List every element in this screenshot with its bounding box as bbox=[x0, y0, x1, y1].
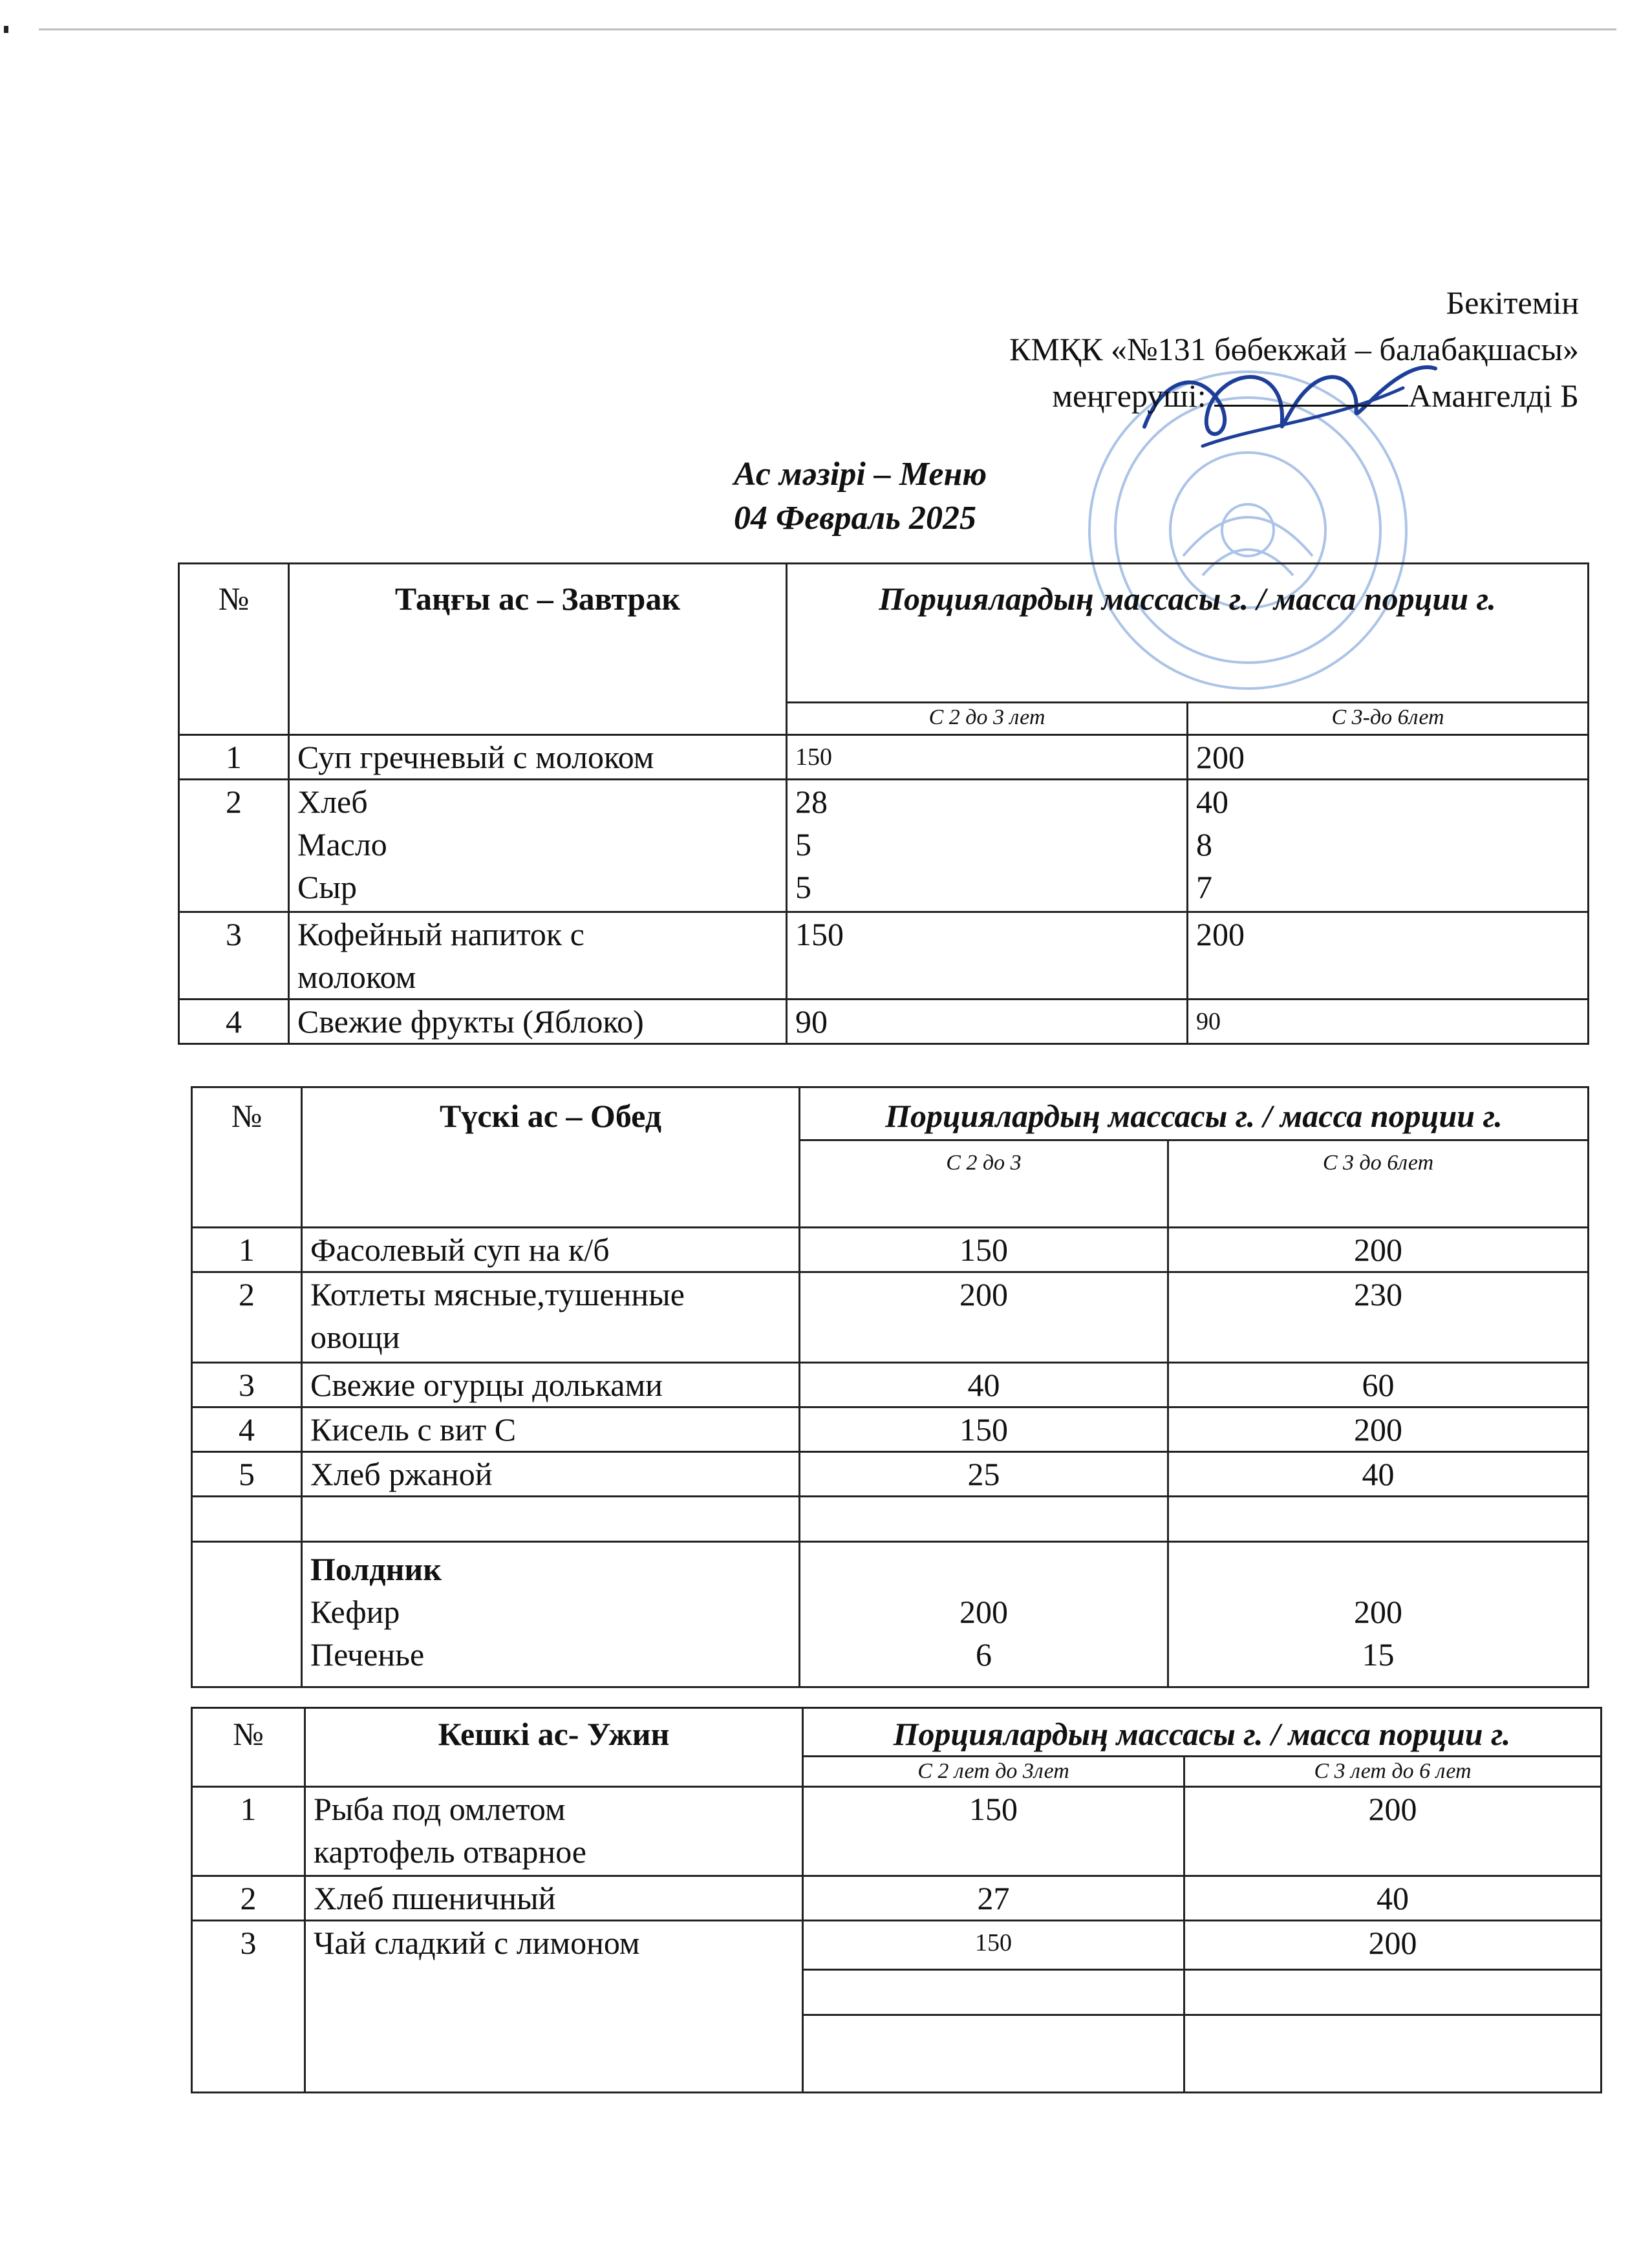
col-number-header: № bbox=[192, 1087, 302, 1228]
row-number: 1 bbox=[192, 1787, 305, 1876]
portion-age1: 150 bbox=[800, 1228, 1168, 1272]
dish-name: Хлеб пшеничный bbox=[305, 1876, 803, 1921]
dish-name: картофель отварное bbox=[314, 1834, 586, 1870]
lunch-header: Түскі ас – Обед bbox=[302, 1087, 800, 1228]
scan-mark bbox=[4, 26, 8, 33]
row-number: 2 bbox=[179, 780, 289, 912]
signature-blank bbox=[1214, 376, 1408, 407]
dish-name: Сыр bbox=[297, 869, 357, 905]
portion-age1: 150 bbox=[787, 735, 1188, 780]
portion-value: 8 bbox=[1196, 826, 1212, 862]
snack-row bbox=[192, 1542, 1589, 1687]
row-number: 4 bbox=[192, 1407, 302, 1452]
dish-names bbox=[289, 912, 787, 1000]
head-name: Амангелді Б bbox=[1408, 378, 1579, 414]
dish-name: Фасолевый суп на к/б bbox=[302, 1228, 800, 1272]
empty-cell bbox=[800, 1497, 1168, 1542]
portion-header: Порциялардың массасы г. / масса порции г. bbox=[787, 564, 1589, 703]
dish-name: Хлеб ржаной bbox=[302, 1452, 800, 1497]
dish-name: молоком bbox=[297, 959, 416, 995]
dish-names bbox=[302, 1272, 800, 1363]
snack-portions-age1 bbox=[800, 1542, 1168, 1687]
empty-cell bbox=[302, 1497, 800, 1542]
portion-value: 200 bbox=[959, 1594, 1008, 1630]
portion-age2: 200 bbox=[1184, 1921, 1602, 1970]
portion-header: Порциялардың массасы г. / масса порции г. bbox=[800, 1087, 1589, 1140]
portion-age2: 200 bbox=[1188, 912, 1589, 1000]
empty-cell bbox=[1168, 1497, 1589, 1542]
portion-value: 28 bbox=[795, 784, 828, 820]
age-group-1: С 2 до 3 лет bbox=[787, 703, 1188, 735]
table-row bbox=[192, 1407, 1589, 1452]
portion-value: 5 bbox=[795, 869, 811, 905]
age-group-1: С 2 до 3 bbox=[800, 1140, 1168, 1228]
empty-cell bbox=[1184, 1970, 1602, 2015]
dish-name: Хлеб bbox=[297, 784, 368, 820]
empty-cell bbox=[192, 1497, 302, 1542]
dish-name: Кисель с вит С bbox=[302, 1407, 800, 1452]
snack-names bbox=[302, 1542, 800, 1687]
portions-age2 bbox=[1188, 780, 1589, 912]
portion-value: 7 bbox=[1196, 869, 1212, 905]
table-row bbox=[192, 1876, 1602, 1921]
table-row bbox=[179, 912, 1589, 1000]
portion-age1: 150 bbox=[803, 1921, 1184, 1970]
age-group-2: С 3 до 6лет bbox=[1168, 1140, 1589, 1228]
age-group-1: С 2 лет до 3лет bbox=[803, 1757, 1184, 1787]
dish-name: Рыба под омлетом bbox=[314, 1791, 566, 1827]
approve-label: Бекітемін bbox=[1446, 284, 1579, 321]
row-number: 3 bbox=[192, 1921, 305, 2093]
snack-item: Печенье bbox=[310, 1636, 425, 1673]
portion-age1: 150 bbox=[800, 1407, 1168, 1452]
row-number: 3 bbox=[192, 1363, 302, 1407]
portions-age1 bbox=[787, 780, 1188, 912]
row-number: 2 bbox=[192, 1272, 302, 1363]
menu-title-line1: Ас мәзірі – Меню bbox=[734, 456, 987, 493]
table-row bbox=[192, 1228, 1589, 1272]
empty-cell bbox=[192, 1542, 302, 1687]
age-group-2: С 3-до 6лет bbox=[1188, 703, 1589, 735]
snack-item: Кефир bbox=[310, 1594, 400, 1630]
empty-cell bbox=[803, 1970, 1184, 2015]
table-row bbox=[192, 1921, 1602, 1970]
portion-value: 5 bbox=[795, 826, 811, 862]
portion-age2: 40 bbox=[1184, 1876, 1602, 1921]
portion-value: 15 bbox=[1362, 1636, 1395, 1673]
dish-name: Свежие фрукты (Яблоко) bbox=[289, 1000, 787, 1044]
portion-age2: 90 bbox=[1188, 1000, 1589, 1044]
menu-date: 04 Февраль 2025 bbox=[734, 500, 976, 537]
empty-cell bbox=[1184, 2015, 1602, 2093]
dish-name: овощи bbox=[310, 1319, 400, 1355]
table-row bbox=[179, 1000, 1589, 1044]
portion-age2: 200 bbox=[1184, 1787, 1602, 1876]
dish-name: Котлеты мясные,тушенные bbox=[310, 1276, 685, 1312]
row-number: 1 bbox=[192, 1228, 302, 1272]
portion-age2: 230 bbox=[1168, 1272, 1589, 1363]
dish-names bbox=[289, 780, 787, 912]
portion-age1: 90 bbox=[787, 1000, 1188, 1044]
portion-age1: 200 bbox=[800, 1272, 1168, 1363]
portion-value: 6 bbox=[976, 1636, 992, 1673]
dish-names bbox=[305, 1787, 803, 1876]
portion-age2: 60 bbox=[1168, 1363, 1589, 1407]
age-group-2: С 3 лет до 6 лет bbox=[1184, 1757, 1602, 1787]
dinner-table bbox=[191, 1707, 1602, 2093]
portion-age1: 27 bbox=[803, 1876, 1184, 1921]
portion-value: 40 bbox=[1196, 784, 1228, 820]
col-number-header: № bbox=[179, 564, 289, 735]
portion-age1: 25 bbox=[800, 1452, 1168, 1497]
table-row bbox=[179, 780, 1589, 912]
col-number-header: № bbox=[192, 1708, 305, 1787]
breakfast-table bbox=[178, 562, 1589, 1045]
table-row bbox=[192, 1787, 1602, 1876]
dinner-header: Кешкі ас- Ужин bbox=[305, 1708, 803, 1787]
approval-block bbox=[1009, 279, 1579, 419]
dish-name: Чай сладкий с лимоном bbox=[305, 1921, 803, 2093]
portion-age1: 150 bbox=[787, 912, 1188, 1000]
row-number: 1 bbox=[179, 735, 289, 780]
snack-portions-age2 bbox=[1168, 1542, 1589, 1687]
empty-cell bbox=[803, 2015, 1184, 2093]
organization-name: КМҚК «№131 бөбекжай – балабақшасы» bbox=[1009, 331, 1579, 367]
portion-header: Порциялардың массасы г. / масса порции г. bbox=[803, 1708, 1602, 1757]
menu-title bbox=[734, 453, 987, 540]
table-row bbox=[192, 1452, 1589, 1497]
table-row bbox=[192, 1272, 1589, 1363]
scan-edge-line bbox=[39, 28, 1616, 30]
row-number: 5 bbox=[192, 1452, 302, 1497]
portion-age2: 200 bbox=[1168, 1407, 1589, 1452]
dish-name: Кофейный напиток с bbox=[297, 916, 584, 952]
snack-title: Полдник bbox=[310, 1551, 442, 1587]
dish-name: Свежие огурцы дольками bbox=[302, 1363, 800, 1407]
portion-age2: 200 bbox=[1188, 735, 1589, 780]
portion-value: 200 bbox=[1354, 1594, 1402, 1630]
row-number: 4 bbox=[179, 1000, 289, 1044]
table-row bbox=[179, 735, 1589, 780]
lunch-table bbox=[191, 1086, 1589, 1688]
row-number: 2 bbox=[192, 1876, 305, 1921]
portion-age1: 40 bbox=[800, 1363, 1168, 1407]
dish-name: Масло bbox=[297, 826, 387, 862]
portion-age2: 200 bbox=[1168, 1228, 1589, 1272]
dish-name: Суп гречневый с молоком bbox=[289, 735, 787, 780]
head-signature-line bbox=[1009, 372, 1579, 419]
breakfast-header: Таңғы ас – Завтрак bbox=[289, 564, 787, 735]
empty-row bbox=[192, 1497, 1589, 1542]
table-row bbox=[192, 1363, 1589, 1407]
row-number: 3 bbox=[179, 912, 289, 1000]
head-label: меңгерушi: bbox=[1052, 378, 1206, 414]
portion-age1: 150 bbox=[803, 1787, 1184, 1876]
portion-age2: 40 bbox=[1168, 1452, 1589, 1497]
